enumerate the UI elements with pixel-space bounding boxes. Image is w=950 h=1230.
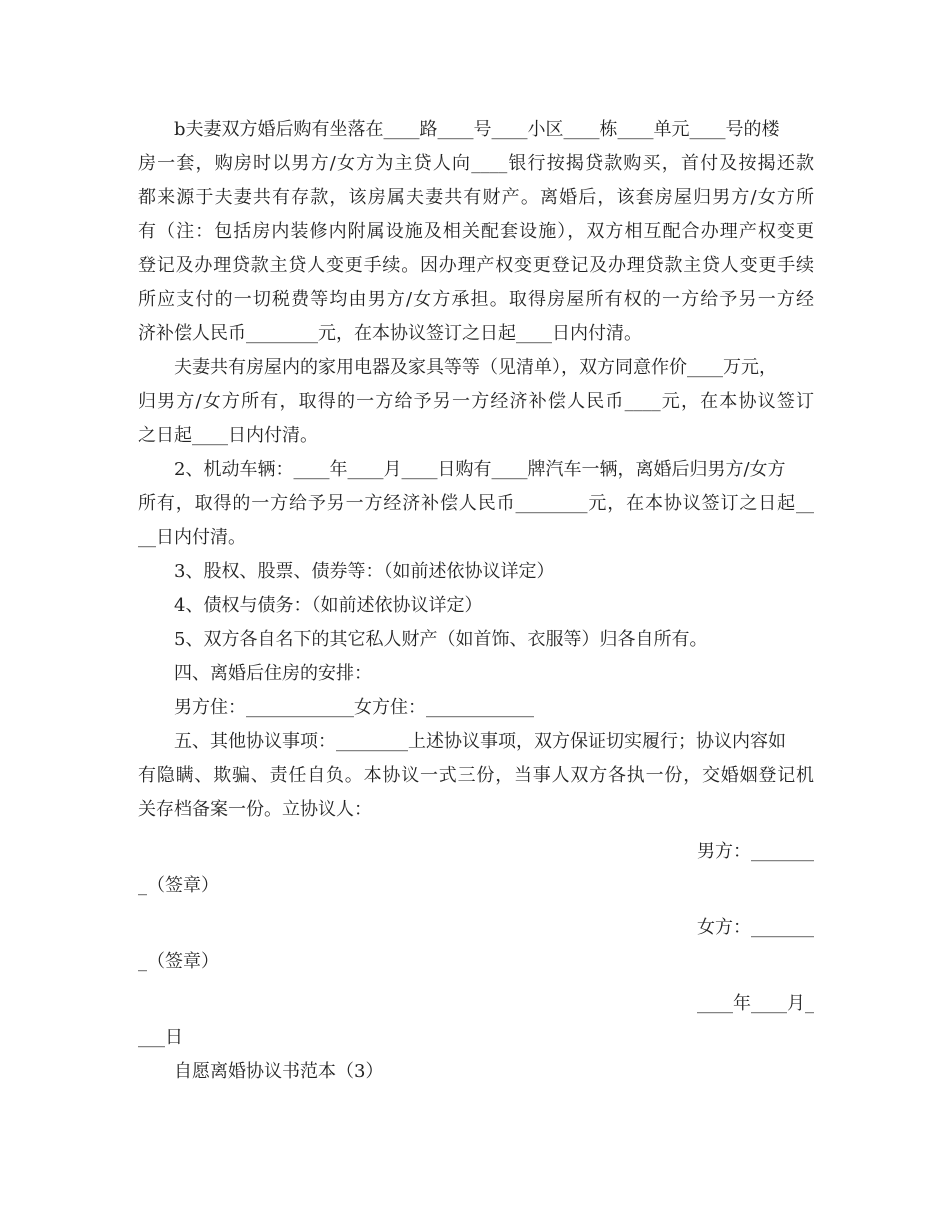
- housing-fields: 男方住：____________女方住：____________: [174, 697, 534, 718]
- paragraph-line: 所有，取得的一方给予另一方经济补偿人民币________元，在本协议签订之日起__: [138, 493, 814, 514]
- signature-seal: _（签章）: [138, 875, 219, 896]
- signature-date: ____年____月_: [697, 993, 814, 1014]
- paragraph-line: 之日起____日内付清。: [138, 425, 318, 446]
- section-heading: 四、离婚后住房的安排：: [174, 663, 372, 684]
- paragraph-line: __日内付清。: [138, 527, 246, 548]
- paragraph-line: 登记及办理贷款主贷人变更手续。因办理产权变更登记及办理贷款主贷人变更手续: [138, 255, 814, 276]
- paragraph-line: 5、双方各自名下的其它私人财产（如首饰、衣服等）归各自所有。: [174, 629, 708, 650]
- next-section-title: 自愿离婚协议书范本（3）: [174, 1061, 384, 1082]
- signature-male: 男方：_______: [697, 841, 814, 862]
- signature-seal: _（签章）: [138, 951, 219, 972]
- paragraph-line: 所应支付的一切税费等均由男方/女方承担。取得房屋所有权的一方给予另一方经: [138, 289, 814, 310]
- paragraph-line: 4、债权与债务：（如前述依协议详定）: [174, 595, 483, 616]
- paragraph-line: 五、其他协议事项：________上述协议事项，双方保证切实履行；协议内容如: [174, 731, 786, 752]
- paragraph-line: 2、机动车辆：____年____月____日购有____牌汽车一辆，离婚后归男方/女方: [174, 459, 786, 480]
- paragraph-line: 有隐瞒、欺骗、责任自负。本协议一式三份，当事人双方各执一份，交婚姻登记机: [138, 765, 814, 786]
- paragraph-line: 有（注：包括房内装修内附属设施及相关配套设施），双方相互配合办理产权变更: [138, 221, 814, 242]
- signature-female: 女方：_______: [697, 917, 814, 938]
- paragraph-line: 3、股权、股票、债券等：（如前述依协议详定）: [174, 561, 555, 582]
- paragraph-line: 关存档备案一份。立协议人：: [138, 799, 372, 820]
- signature-date-tail: ___日: [138, 1027, 183, 1048]
- paragraph-line: 都来源于夫妻共有存款，该房属夫妻共有财产。离婚后，该套房屋归男方/女方所: [138, 187, 814, 208]
- paragraph-line: 归男方/女方所有，取得的一方给予另一方经济补偿人民币____元，在本协议签订: [138, 391, 814, 412]
- paragraph-line: b夫妻双方婚后购有坐落在____路____号____小区____栋____单元____号的楼: [174, 119, 780, 140]
- paragraph-line: 夫妻共有房屋内的家用电器及家具等等（见清单），双方同意作价____万元，: [174, 357, 777, 378]
- paragraph-line: 房一套，购房时以男方/女方为主贷人向____银行按揭贷款购买，首付及按揭还款: [138, 153, 814, 174]
- paragraph-line: 济补偿人民币________元，在本协议签订之日起____日内付清。: [138, 323, 642, 344]
